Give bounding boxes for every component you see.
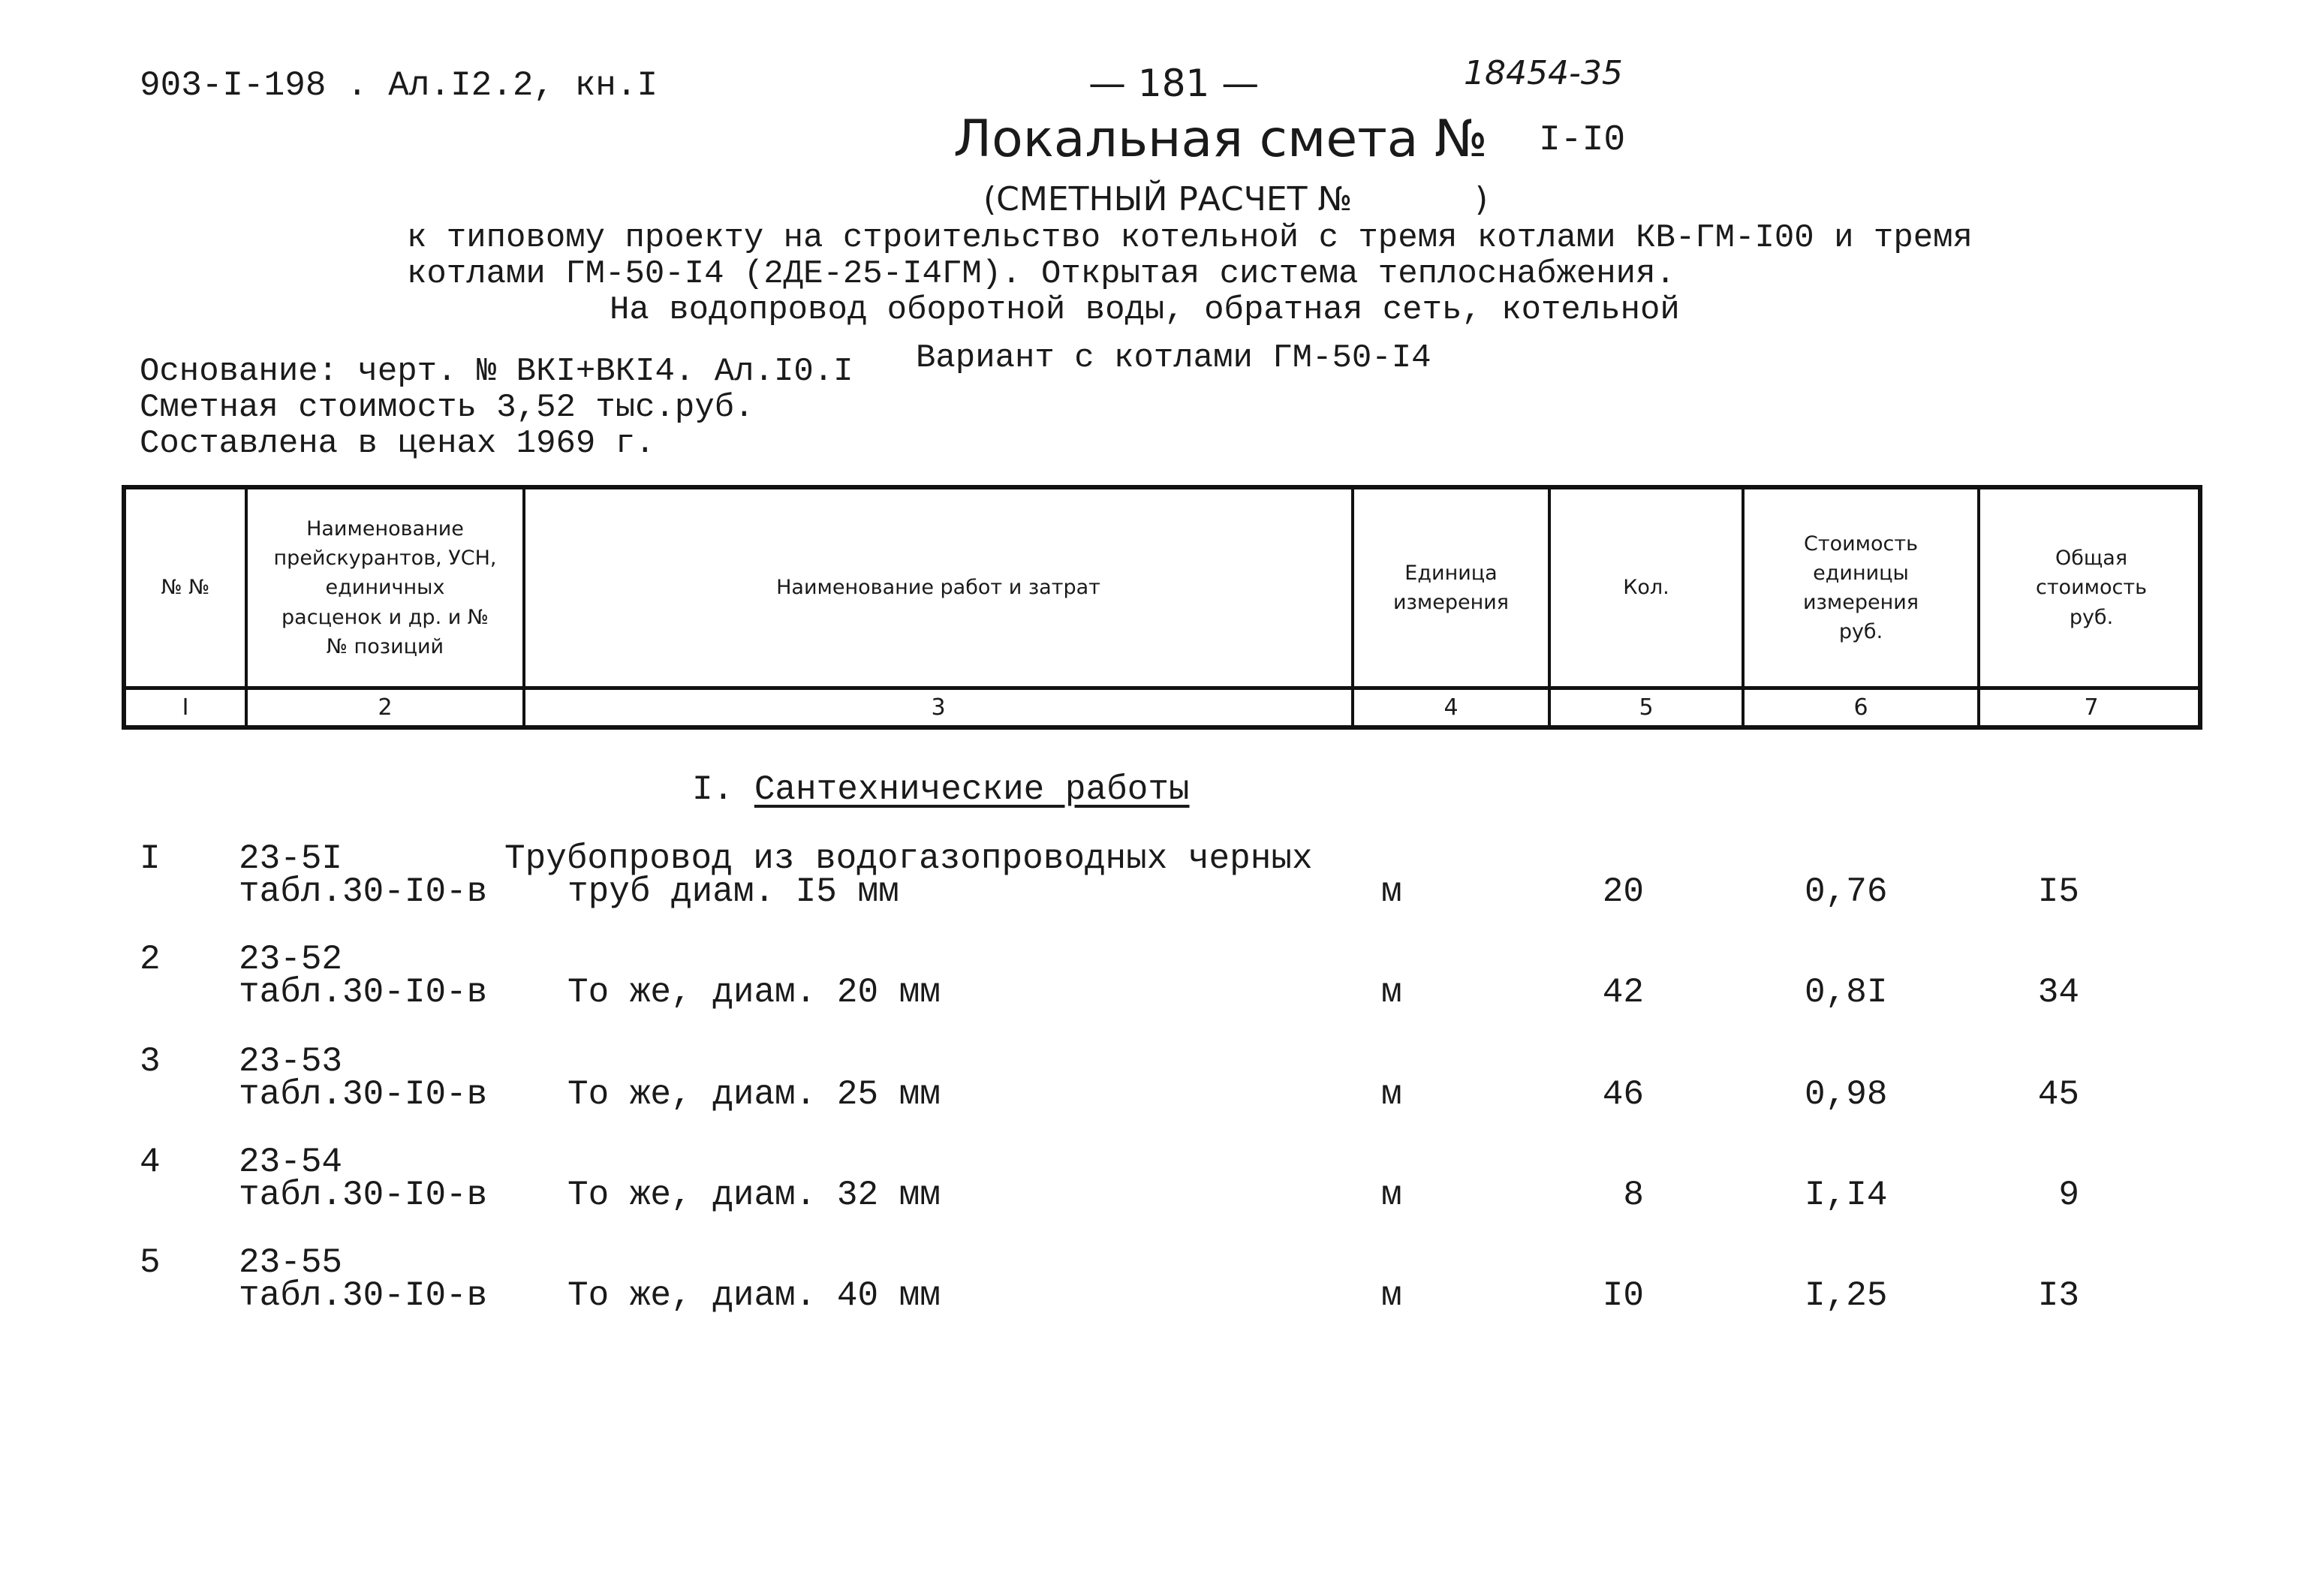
row-unit-cost: I,25 — [1805, 1276, 1888, 1315]
row-code: 23-53 — [239, 1042, 343, 1081]
row-name-line-2: труб диам. I5 мм — [567, 872, 899, 911]
row-number: I — [140, 839, 161, 878]
row-unit: м — [1381, 973, 1402, 1012]
row-code: 23-52 — [239, 940, 343, 979]
row-number: 4 — [140, 1143, 161, 1182]
column-header-code: Наименование прейскурантов, УСН, единичных расценок и др. и № № позиций — [273, 517, 497, 658]
basis-line: Основание: черт. № ВКI+ВКI4. Ал.I0.I — [140, 353, 853, 390]
row-unit: м — [1381, 1176, 1402, 1215]
row-table-ref: табл.30-I0-в — [239, 973, 488, 1012]
row-name-line-2: То же, диам. 40 мм — [567, 1276, 941, 1315]
section-name: Сантехнические работы — [754, 770, 1190, 809]
section-prefix: I. — [692, 770, 734, 809]
document-code: 903-I-198 . Ал.I2.2, кн.I — [140, 66, 658, 105]
row-name-line-1: Трубопровод из водогазопроводных черных — [504, 839, 1313, 878]
description-line-3: На водопровод оборотной воды, обратная сеть, котельной — [610, 291, 1680, 329]
page-number: — 181 — — [1088, 62, 1260, 105]
row-qty: 46 — [1602, 1075, 1644, 1114]
row-unit: м — [1381, 872, 1402, 911]
row-table-ref: табл.30-I0-в — [239, 1276, 488, 1315]
row-total: I5 — [2037, 872, 2079, 911]
row-total: I3 — [2037, 1276, 2079, 1315]
archive-number: 18454-35 — [1464, 54, 1623, 92]
estimated-cost-line: Сметная стоимость 3,52 тыс.руб. — [140, 389, 754, 426]
column-header-total: Общая стоимость руб. — [2035, 547, 2147, 629]
row-unit-cost: I,I4 — [1805, 1176, 1888, 1215]
row-qty: 42 — [1602, 973, 1644, 1012]
row-number: 2 — [140, 940, 161, 979]
row-number: 5 — [140, 1243, 161, 1282]
column-number-6: 6 — [1853, 694, 1868, 721]
column-number-3: 3 — [931, 694, 946, 721]
row-qty: 8 — [1623, 1176, 1644, 1215]
row-unit-cost: 0,98 — [1805, 1075, 1888, 1114]
table-header — [122, 485, 2202, 730]
calc-subtitle-close: ) — [1475, 180, 1489, 218]
row-number: 3 — [140, 1042, 161, 1081]
row-unit-cost: 0,8I — [1805, 973, 1888, 1012]
column-header-unit-cost: Стоимость единицы измерения руб. — [1802, 531, 1919, 644]
column-number-7: 7 — [2084, 694, 2099, 721]
row-total: 45 — [2037, 1075, 2079, 1114]
row-qty: 20 — [1602, 872, 1644, 911]
column-header-unit: Единица измерения — [1392, 561, 1510, 614]
calc-subtitle: (СМЕТНЫЙ РАСЧЕТ № — [983, 180, 1353, 218]
column-number-4: 4 — [1444, 694, 1459, 721]
row-total: 34 — [2037, 973, 2079, 1012]
description-line-1: к типовому проекту на строительство котельной с тремя котлами КВ-ГМ-I00 и тремя — [407, 219, 1973, 257]
row-table-ref: табл.30-I0-в — [239, 872, 488, 911]
row-code: 23-54 — [239, 1143, 343, 1182]
column-number-1: I — [182, 694, 189, 721]
row-table-ref: табл.30-I0-в — [239, 1075, 488, 1114]
column-number-5: 5 — [1639, 694, 1654, 721]
row-code: 23-55 — [239, 1243, 343, 1282]
section-title — [692, 770, 1190, 809]
row-table-ref: табл.30-I0-в — [239, 1176, 488, 1215]
row-total: 9 — [2058, 1176, 2079, 1215]
estimate-number: I-I0 — [1539, 120, 1626, 161]
page-title: Локальная смета № — [953, 110, 1488, 169]
row-name-line-2: То же, диам. 32 мм — [567, 1176, 941, 1215]
row-unit-cost: 0,76 — [1805, 872, 1888, 911]
row-qty: I0 — [1602, 1276, 1644, 1315]
row-unit: м — [1381, 1075, 1402, 1114]
column-header-num: № № — [161, 576, 210, 600]
row-name-line-2: То же, диам. 25 мм — [567, 1075, 941, 1114]
column-header-qty: Кол. — [1623, 576, 1669, 600]
prices-year-line: Составлена в ценах 1969 г. — [140, 425, 655, 462]
row-name-line-2: То же, диам. 20 мм — [567, 973, 941, 1012]
row-code: 23-5I — [239, 839, 343, 878]
column-header-name: Наименование работ и затрат — [776, 576, 1100, 600]
column-number-2: 2 — [378, 694, 393, 721]
variant-note: Вариант с котлами ГМ-50-I4 — [916, 339, 1431, 377]
description-line-2: котлами ГМ-50-I4 (2ДЕ-25-I4ГМ). Открытая система теплоснабжения. — [407, 255, 1675, 293]
row-unit: м — [1381, 1276, 1402, 1315]
